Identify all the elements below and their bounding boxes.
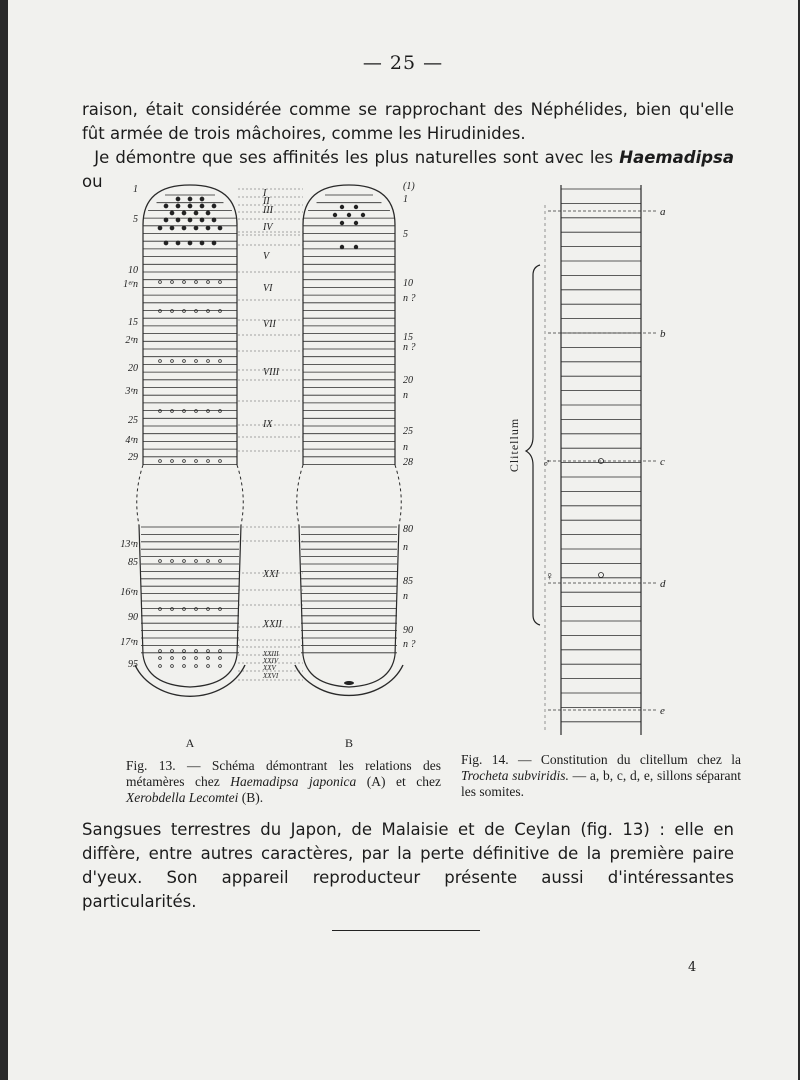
- fig14-caption-suffix: — a, b, c, d, e, sillons séparant les somites.: [461, 768, 742, 799]
- worm-a-lower-left: [139, 525, 143, 655]
- roman-numeral-label: XXIII: [263, 650, 279, 658]
- worm-b-eye-dot: [333, 213, 337, 217]
- worm-a-sensilla-dot: [159, 665, 162, 668]
- worm-a-sensilla-dot: [171, 657, 174, 660]
- worm-a-sensilla-dot: [176, 197, 180, 201]
- worm-b-anus-mark: [344, 681, 354, 685]
- worm-b-label: B: [344, 736, 354, 750]
- worm-a-sensilla-dot: [164, 241, 168, 245]
- fig14-caption-italic: Trocheta subviridis.: [461, 768, 569, 783]
- worm-a-sensilla-dot: [219, 460, 222, 463]
- worm-a-left-label: 10: [128, 265, 138, 276]
- worm-a-sensilla-dot: [176, 218, 180, 222]
- worm-b-right-label: 15: [403, 332, 413, 343]
- worm-b-right-label: n: [403, 542, 408, 553]
- worm-a-sensilla-dot: [164, 204, 168, 208]
- worm-a-sensilla-dot: [194, 211, 198, 215]
- worm-a-sensilla-dot: [218, 226, 222, 230]
- worm-a-sensilla-dot: [176, 204, 180, 208]
- worm-b-right-label: n: [403, 442, 408, 453]
- furrow-label: d: [660, 578, 666, 590]
- worm-a-bulge-right: [237, 465, 243, 525]
- furrow-label: c: [660, 456, 665, 468]
- worm-a-left-label: 2ᵉn: [125, 335, 138, 346]
- worm-a-sensilla-dot: [188, 197, 192, 201]
- worm-a-sensilla-dot: [182, 211, 186, 215]
- worm-a-left-label: 4ᵉn: [125, 435, 138, 446]
- worm-b-diagram: [295, 185, 403, 695]
- worm-a-sensilla-dot: [171, 560, 174, 563]
- worm-a-sensilla-dot: [207, 560, 210, 563]
- furrow-label: a: [660, 206, 666, 218]
- fig13-caption-mid: (A) et chez: [366, 774, 442, 789]
- worm-a-label: A: [185, 736, 195, 750]
- worm-a-left-label: 5: [133, 214, 138, 225]
- worm-b-right-label: n ?: [403, 342, 416, 353]
- worm-a-sensilla-dot: [212, 204, 216, 208]
- worm-b-right-label: 1: [403, 194, 408, 205]
- worm-a-sensilla-dot: [171, 460, 174, 463]
- worm-a-left-label: 13ᵉn: [120, 539, 138, 550]
- worm-a-sensilla-dot: [171, 281, 174, 284]
- paragraph-top-italic: Haemadipsa: [619, 148, 734, 167]
- worm-a-sensilla-dot: [171, 360, 174, 363]
- worm-a-left-label: 85: [128, 557, 138, 568]
- roman-numeral-label: XXVI: [263, 672, 279, 680]
- worm-a-left-label: 1ᵉʳn: [123, 279, 138, 290]
- worm-a-sensilla-dot: [195, 281, 198, 284]
- worm-a-sensilla-dot: [159, 650, 162, 653]
- worm-b-right-label: (1): [403, 181, 415, 192]
- worm-b-lower-right: [395, 525, 399, 655]
- worm-a-left-label: 15: [128, 317, 138, 328]
- worm-a-sensilla-dot: [171, 650, 174, 653]
- worm-a-sensilla-dot: [219, 665, 222, 668]
- worm-a-left-label: 25: [128, 415, 138, 426]
- figure-13-caption: [126, 758, 441, 806]
- worm-a-sensilla-dot: [159, 281, 162, 284]
- worm-a-sensilla-dot: [159, 657, 162, 660]
- worm-a-diagram: [135, 185, 245, 696]
- female-symbol: ♀: [545, 569, 554, 583]
- roman-numeral-label: IV: [263, 222, 273, 233]
- worm-a-bulge-left: [137, 465, 143, 525]
- worm-b-right-label: n ?: [403, 639, 416, 650]
- fig13-caption-suffix: (B).: [241, 790, 264, 805]
- worm-a-sensilla-dot: [159, 360, 162, 363]
- worm-a-sensilla-dot: [219, 310, 222, 313]
- paragraph-bottom: Sangsues terrestres du Japon, de Malaisie et de Ceylan (fig. 13) : elle en diffère, entre autres caractères, par la perte définitive de la première paire d'yeux. Son appareil reproducteur présente aussi d'intéressantes particularités.: [82, 820, 734, 911]
- roman-numeral-label: III: [263, 205, 273, 216]
- worm-b-right-label: n ?: [403, 293, 416, 304]
- figure-14-caption: [461, 752, 741, 800]
- worm-b-right-label: 5: [403, 229, 408, 240]
- roman-numeral-label: II: [263, 196, 270, 207]
- worm-b-eye-dot: [361, 213, 365, 217]
- worm-a-sensilla-dot: [183, 657, 186, 660]
- worm-a-sensilla-dot: [182, 226, 186, 230]
- fig13-caption-italic-2: Xerobdella Lecomtei: [126, 790, 239, 805]
- roman-numeral-label: VII: [263, 319, 276, 330]
- worm-a-left-label: 3ᵉn: [125, 386, 138, 397]
- worm-a-sensilla-dot: [206, 211, 210, 215]
- furrow-label: e: [660, 705, 665, 717]
- worm-b-eye-dot: [340, 205, 344, 209]
- worm-a-left-label: 17ᵉn: [120, 637, 138, 648]
- roman-numeral-label: VI: [263, 283, 273, 294]
- worm-a-sensilla-dot: [219, 650, 222, 653]
- worm-a-left-label: 16ᵉn: [120, 587, 138, 598]
- fig13-caption-prefix: Fig. 13. — Schéma démontrant les relations des métamères chez: [126, 758, 441, 789]
- worm-b-right-label: 90: [403, 625, 413, 636]
- worm-a-sensilla-dot: [158, 226, 162, 230]
- worm-a-sensilla-dot: [207, 360, 210, 363]
- worm-a-sensilla-dot: [212, 218, 216, 222]
- worm-a-left-label: 29: [128, 452, 138, 463]
- worm-b-head-outline: [303, 185, 395, 225]
- page-number: — 25 —: [362, 52, 444, 74]
- worm-a-sensilla-dot: [183, 360, 186, 363]
- figure-13-14-illustration: [108, 175, 708, 760]
- worm-a-sensilla-dot: [188, 218, 192, 222]
- worm-a-sensilla-dot: [212, 241, 216, 245]
- furrow-label: b: [660, 328, 666, 340]
- worm-a-sensilla-dot: [195, 560, 198, 563]
- worm-a-sensilla-dot: [171, 665, 174, 668]
- roman-numeral-label: I: [263, 188, 267, 199]
- roman-numeral-label: XXIV: [263, 657, 279, 665]
- worm-a-sensilla-dot: [207, 460, 210, 463]
- worm-b-right-label: 25: [403, 426, 413, 437]
- worm-a-sensilla-dot: [200, 204, 204, 208]
- worm-b-posterior-sucker: [295, 665, 403, 695]
- worm-a-sensilla-dot: [164, 218, 168, 222]
- worm-a-sensilla-dot: [195, 310, 198, 313]
- roman-numeral-label: XXI: [263, 569, 279, 580]
- worm-a-sensilla-dot: [207, 657, 210, 660]
- paragraph-top-part2: Je démontre que ses affinités les plus naturelles sont avec les: [94, 148, 614, 167]
- worm-a-sensilla-dot: [170, 211, 174, 215]
- worm-a-sensilla-dot: [200, 241, 204, 245]
- worm-b-right-label: 20: [403, 375, 413, 386]
- worm-b-right-label: n: [403, 390, 408, 401]
- worm-a-sensilla-dot: [219, 281, 222, 284]
- worm-a-sensilla-dot: [207, 650, 210, 653]
- worm-a-sensilla-dot: [195, 657, 198, 660]
- clitellum-vertical-label: Clitellum: [507, 417, 521, 473]
- worm-a-tail-outline: [143, 655, 237, 687]
- clitellum-brace: [526, 265, 540, 625]
- worm-a-left-label: 1: [133, 184, 138, 195]
- worm-b-eye-dot: [354, 245, 358, 249]
- worm-a-sensilla-dot: [183, 665, 186, 668]
- worm-b-eye-dot: [347, 213, 351, 217]
- worm-b-right-label: 80: [403, 524, 413, 535]
- worm-a-sensilla-dot: [170, 226, 174, 230]
- paragraph-top-part1: raison, était considérée comme se rapprochant des Néphélides, bien qu'elle fût armée de trois mâchoires, comme les Hirudinides.: [82, 100, 734, 143]
- worm-a-sensilla-dot: [219, 657, 222, 660]
- worm-b-right-label: 28: [403, 457, 413, 468]
- figure-labels: [120, 181, 666, 750]
- worm-a-sensilla-dot: [176, 241, 180, 245]
- worm-a-sensilla-dot: [219, 560, 222, 563]
- worm-a-sensilla-dot: [183, 281, 186, 284]
- book-page: [8, 0, 798, 1080]
- male-symbol: ♂: [542, 456, 551, 470]
- worm-a-sensilla-dot: [171, 310, 174, 313]
- roman-numeral-label: VIII: [263, 367, 280, 378]
- worm-a-sensilla-dot: [159, 560, 162, 563]
- roman-numeral-label: V: [263, 251, 270, 262]
- worm-a-sensilla-dot: [207, 310, 210, 313]
- signature-number: 4: [688, 960, 697, 975]
- worm-b-bulge-left: [297, 465, 303, 525]
- worm-a-sensilla-dot: [159, 460, 162, 463]
- worm-a-sensilla-dot: [188, 204, 192, 208]
- worm-b-right-label: 85: [403, 576, 413, 587]
- worm-b-right-label: n: [403, 591, 408, 602]
- paragraph-top-part3: ou: [82, 172, 103, 191]
- worm-a-left-label: 20: [128, 363, 138, 374]
- worm-a-sensilla-dot: [207, 281, 210, 284]
- female-pore-dot: [599, 573, 604, 578]
- worm-a-sensilla-dot: [207, 665, 210, 668]
- worm-b-eye-dot: [340, 221, 344, 225]
- worm-a-sensilla-dot: [183, 460, 186, 463]
- worm-b-eye-dot: [354, 221, 358, 225]
- worm-a-left-label: 95: [128, 659, 138, 670]
- worm-a-sensilla-dot: [183, 650, 186, 653]
- worm-a-sensilla-dot: [195, 650, 198, 653]
- worm-b-bulge-right: [395, 465, 401, 525]
- worm-b-eye-dot: [354, 205, 358, 209]
- worm-b-right-label: 10: [403, 278, 413, 289]
- worm-b-eye-dot: [340, 245, 344, 249]
- worm-a-sensilla-dot: [195, 665, 198, 668]
- worm-a-sensilla-dot: [183, 560, 186, 563]
- worm-a-sensilla-dot: [200, 218, 204, 222]
- worm-a-sensilla-dot: [219, 360, 222, 363]
- worm-a-left-label: 90: [128, 612, 138, 623]
- worm-a-sensilla-dot: [188, 241, 192, 245]
- footnote-rule: [332, 930, 480, 931]
- roman-numeral-label: IX: [263, 419, 273, 430]
- worm-a-sensilla-dot: [206, 226, 210, 230]
- worm-a-sensilla-dot: [195, 360, 198, 363]
- worm-a-sensilla-dot: [195, 460, 198, 463]
- roman-numeral-label: XXV: [263, 664, 276, 672]
- worm-a-sensilla-dot: [194, 226, 198, 230]
- worm-a-posterior-sucker: [135, 665, 245, 696]
- worm-a-sensilla-dot: [159, 310, 162, 313]
- worm-a-sensilla-dot: [183, 310, 186, 313]
- roman-numeral-label: XXII: [263, 619, 282, 630]
- fig13-caption-italic-1: Haemadipsa japonica: [230, 774, 357, 789]
- worm-a-sensilla-dot: [200, 197, 204, 201]
- fig14-caption-prefix: Fig. 14. — Constitution du clitellum chez la: [461, 752, 741, 767]
